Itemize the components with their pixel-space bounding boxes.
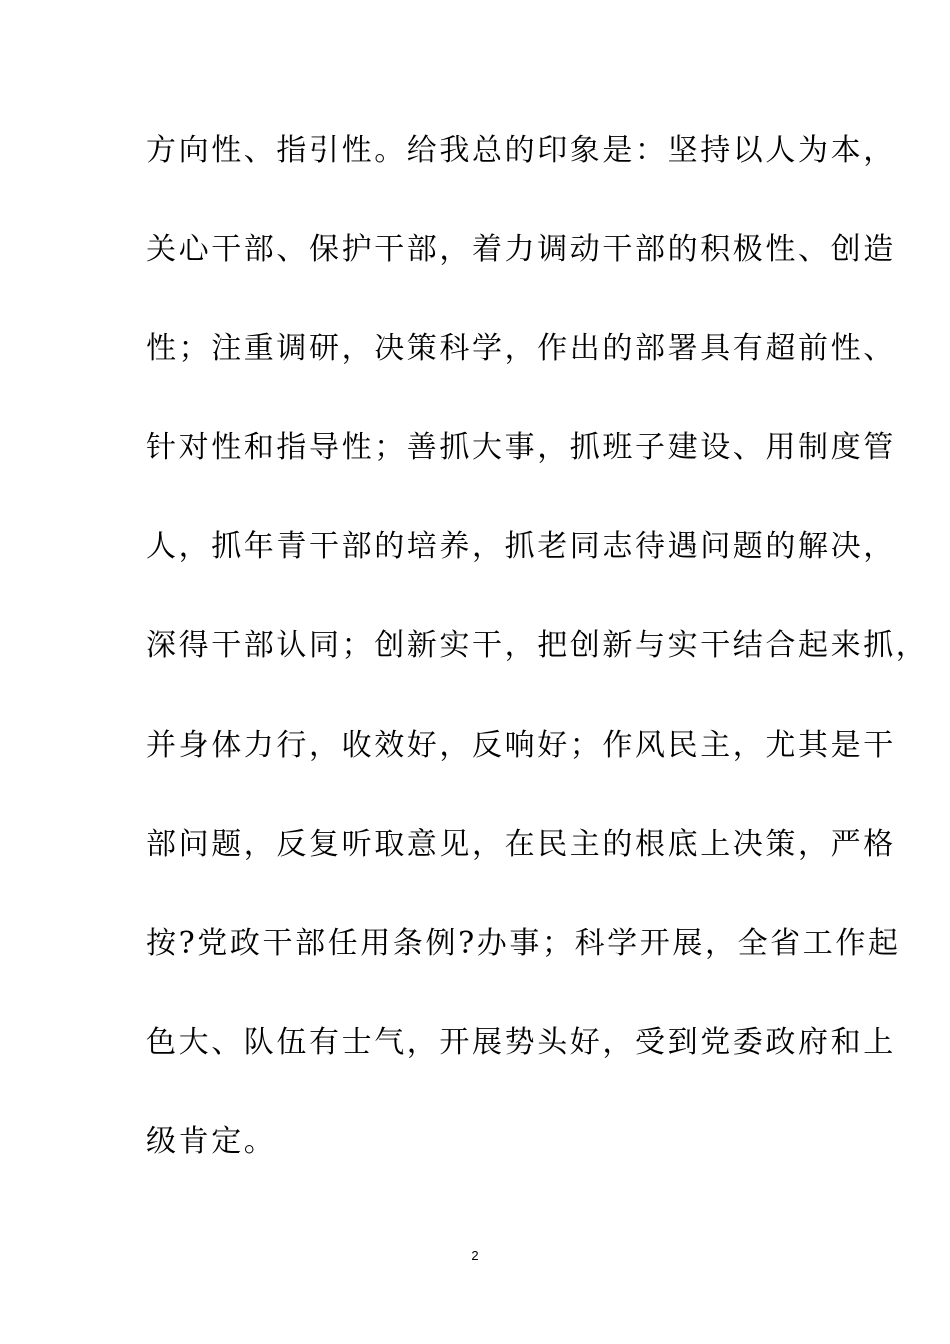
text-line: 按?党政干部任用条例?办事；科学开展，全省工作起 <box>146 925 901 961</box>
text-line: 人，抓年青干部的培养，抓老同志待遇问题的解决， <box>146 529 896 565</box>
text-line: 色大、队伍有士气，开展势头好，受到党委政府和上 <box>146 1024 896 1060</box>
text-line: 级肯定。 <box>146 1123 277 1159</box>
text-line: 并身体力行，收效好，反响好；作风民主，尤其是干 <box>146 727 896 763</box>
text-line: 关心干部、保护干部，着力调动干部的积极性、创造 <box>146 232 896 268</box>
page-number: 2 <box>471 1248 479 1263</box>
body-text <box>146 126 929 1216</box>
text-line: 部问题，反复听取意见，在民主的根底上决策，严格 <box>146 826 896 862</box>
text-line: 深得干部认同；创新实干，把创新与实干结合起来抓， <box>146 628 929 664</box>
text-line: 方向性、指引性。给我总的印象是：坚持以人为本， <box>146 133 896 168</box>
text-line: 性；注重调研，决策科学，作出的部署具有超前性、 <box>146 331 896 367</box>
text-line: 针对性和指导性；善抓大事，抓班子建设、用制度管 <box>146 430 896 466</box>
